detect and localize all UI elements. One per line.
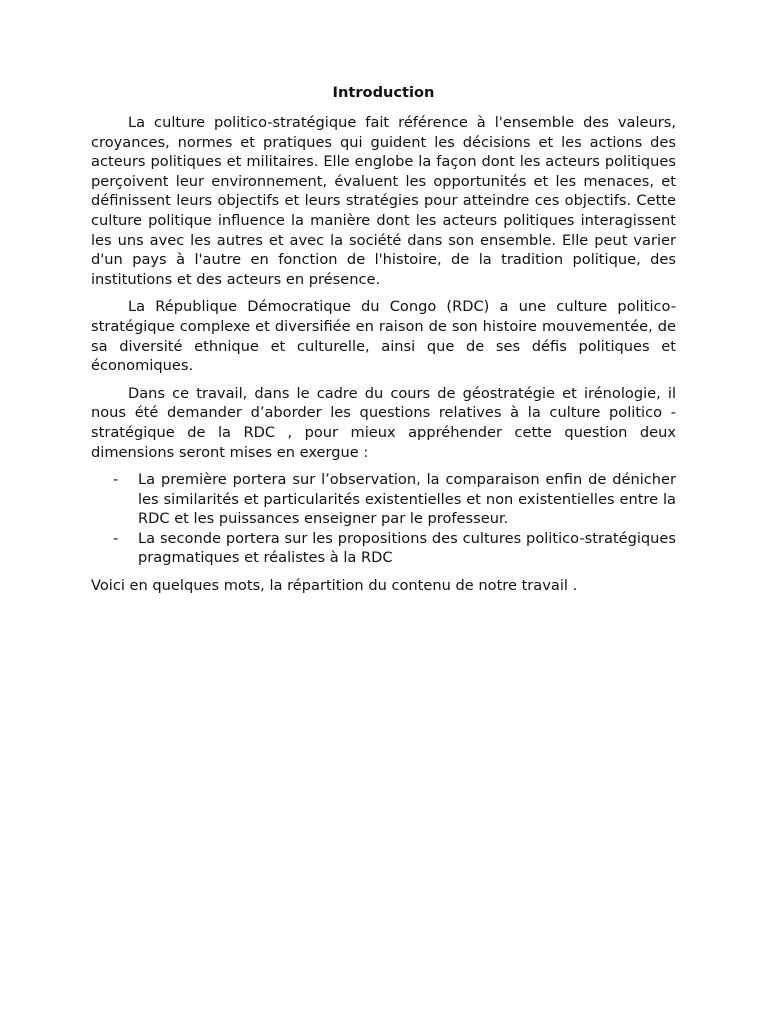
page-title: Introduction — [332, 84, 435, 101]
list-item — [91, 529, 676, 568]
list-item — [91, 470, 676, 529]
document-page — [91, 83, 676, 596]
dimensions-list — [91, 470, 676, 568]
list-item-text: La première portera sur l’observation, la comparaison enfin de dénicher les similarités et particularités existentielles et non existentielles entre la RDC et les puissances enseigner par le professeur. — [138, 471, 676, 528]
paragraph-definition: La culture politico-stratégique fait référence à l'ensemble des valeurs, croyances, normes et pratiques qui guident les décisions et les actions des acteurs politiques et militaires. Elle englobe la façon dont les acteurs politiques perçoivent leur environnement, évaluent les opportunités et les menaces, et définissent leurs objectifs et leurs stratégies pour atteindre ces objectifs. Cette culture politique influence la manière dont les acteurs politiques interagissent les uns avec les autres et avec la société dans son ensemble. Elle peut varier d'un pays à l'autre en fonction de l'histoire, de la tradition politique, des institutions et des acteurs en présence. — [91, 114, 676, 288]
bullet-dash: - — [113, 529, 119, 547]
bullet-dash: - — [113, 471, 119, 489]
paragraph-rdc: La République Démocratique du Congo (RDC) a une culture politico-stratégique complexe et diversifiée en raison de son histoire mouvementée, de sa diversité ethnique et culturelle, ainsi que de ses défis politiques et économiques. — [91, 298, 676, 375]
list-item-text: La seconde portera sur les propositions des cultures politico-stratégiques pragmatiques et réalistes à la RDC — [138, 529, 676, 567]
paragraph-closing: Voici en quelques mots, la répartition du contenu de notre travail . — [91, 577, 578, 595]
paragraph-travail: Dans ce travail, dans le cadre du cours de géostratégie et irénologie, il nous été demander d’aborder les questions relatives à la culture politico -stratégique de la RDC , pour mieux appréhender cette question deux dimensions seront mises en exergue : — [91, 384, 676, 461]
